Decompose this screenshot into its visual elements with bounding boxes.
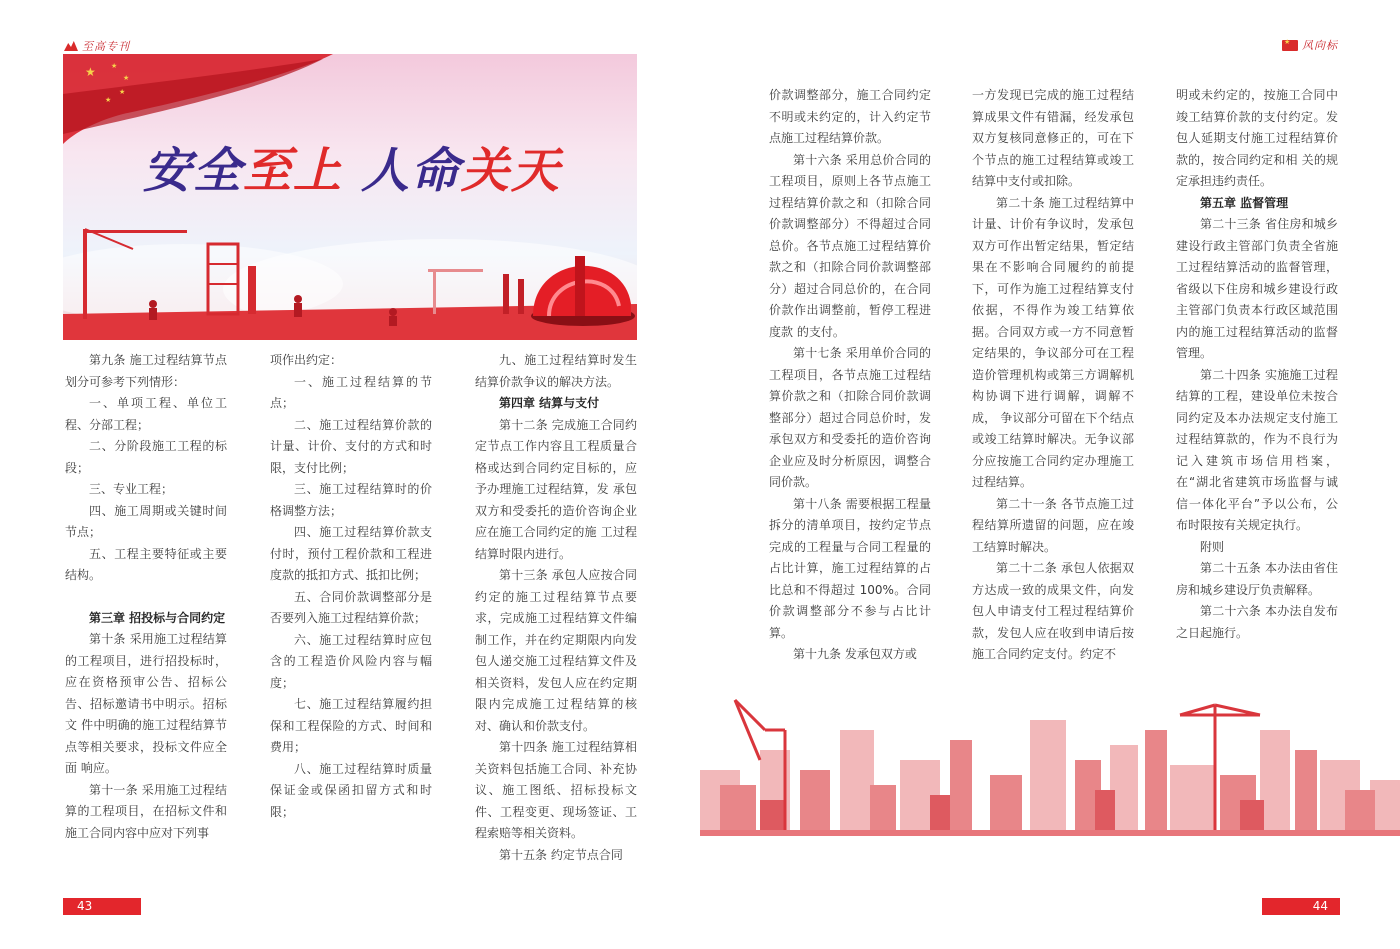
paragraph: 五、合同价款调整部分是否要列入施工过程结算价款；	[270, 589, 432, 625]
paragraph: 五、工程主要特征或主要结构。	[65, 546, 227, 582]
section-heading: 第五章 监督管理	[1200, 195, 1289, 210]
left-page-column-1	[65, 350, 227, 844]
right-page-column-3	[1176, 85, 1338, 644]
paragraph: 第二十二条 承包人依据双方达成一致的成果文件，向发包人申请支付工程过程结算价款，发包人应在收到申请后按施工合同约定支付。约定不	[972, 561, 1134, 661]
banner-slogan-part1: 安全	[143, 143, 244, 199]
paragraph: 第二十条 施工过程结算中计量、计价有争议时，发承包双方可作出暂定结果，暂定结果在不影响合同履约的前提下，可作为施工过程结算支付依据，不得作为竣工结算依据。合同双方或一方不同意暂定结果的，争议部分可在工程 造价管理机构或第三方调解机构协调下进行调解，调解不成， 争议部分可留在下个结点或竣工结算时解决。无争议部分应按施工合同约定办理施工过程结算。	[972, 195, 1134, 489]
paragraph: 一方发现已完成的施工过程结算成果文件有错漏，经发承包双方复核同意修正的，可在下个节点的施工过程结算或竣工结算中支付或扣除。	[972, 88, 1134, 188]
paragraph: 九、施工过程结算时发生结算价款争议的解决方法。	[475, 353, 637, 389]
masthead-left	[64, 38, 130, 54]
page-number-left: 43	[63, 898, 141, 915]
paragraph: 八、施工过程结算时质量保证金或保函扣留方式和时限；	[270, 761, 432, 819]
paragraph: 第十三条 承包人应按合同约定的施工过程结算节点要求，完成施工过程结算文件编制工作，并在约定期限内向发包人递交施工过程结算文件及相关资料，发包人应在约定期限内完成施工过程结算的核对、确认和价款支付。	[475, 568, 637, 733]
paragraph: 三、专业工程；	[89, 482, 174, 496]
paragraph: 七、施工过程结算履约担保和工程保险的方式、时间和 费用；	[270, 697, 432, 754]
paragraph: 项作出约定：	[270, 353, 343, 367]
paragraph: 第十二条 完成施工合同约定节点工作内容且工程质量合格或达到合同约定目标的，应予办理施工过程结算，发 承包双方和受委托的造价咨询企业应在施工合同约定的施 工过程结算时限内进行。	[475, 417, 637, 561]
paragraph: 二、施工过程结算价款的计量、计价、支付的方式和时 限，支付比例；	[270, 417, 432, 475]
svg-text:★: ★	[105, 96, 112, 104]
svg-text:★: ★	[85, 65, 96, 79]
paragraph: 一、单项工程、单位工程、分部工程；	[65, 396, 227, 432]
safety-banner	[63, 54, 637, 340]
paragraph: 第二十四条 实施施工过程结算的工程，建设单位未按合同约定及本办法规定支付施工过程结算款的，作为不良行为记入建筑市场信用档案，在“湖北省建筑市场监督与诚信一体化平台”予以公布，公布时限按有关规定执行。	[1176, 367, 1338, 532]
paragraph: 四、施工周期或关键时间节点；	[65, 503, 227, 539]
paragraph: 第十八条 需要根据工程量拆分的清单项目，按约定节点完成的工程量与合同工程量的占比计算，施工过程结算的占比总和不得超过 100%。合同价款调整部分不参与占比计算。	[769, 496, 931, 640]
left-page-column-2	[270, 350, 432, 823]
paragraph: 第二十三条 省住房和城乡建设行政主管部门负责全省施工过程结算活动的监督管理，省级以下住房和城乡建设行政主管部门负责本行政区域范围内的施工过程结算活动的监督管理。	[1176, 217, 1338, 360]
right-page-column-1	[769, 85, 931, 666]
paragraph: 第二十一条 各节点施工过程结算所遗留的问题，应在竣工结算时解决。	[972, 496, 1134, 554]
paragraph: 第十四条 施工过程结算相关资料包括施工合同、补充协议、施工图纸、招标投标文件、工程变更、现场签证、工程索赔等相关资料。	[475, 740, 637, 840]
svg-text:★: ★	[123, 74, 130, 82]
paragraph: 第二十五条 本办法由省住房和城乡建设厅负责解释。	[1176, 561, 1338, 597]
banner-slogan-part2: 至上	[243, 143, 344, 199]
paragraph: 第十五条 约定节点合同	[499, 847, 623, 862]
paragraph: 第十九条 发承包双方或	[793, 647, 917, 661]
city-skyline-illustration	[700, 690, 1400, 836]
paragraph: 第十条 采用施工过程结算的工程项目，进行招投标时，应在资格预审公告、招标公告、招标邀请书中明示。招标文 件中明确的施工过程结算节点等相关要求，投标文件应全面 响应。	[65, 632, 227, 775]
red-flag-icon	[1282, 40, 1298, 51]
svg-text:★: ★	[119, 88, 126, 96]
paragraph: 二、分阶段施工工程的标段；	[65, 439, 227, 475]
banner-slogan	[143, 132, 561, 201]
banner-slogan-part3: 人命	[361, 143, 462, 199]
paragraph: 三、施工过程结算时的价格调整方法；	[270, 482, 432, 518]
right-page-column-2	[972, 85, 1134, 666]
left-page-column-3	[475, 350, 637, 866]
magazine-logo-icon	[64, 41, 78, 51]
paragraph: 附则	[1200, 539, 1225, 554]
banner-slogan-part4: 关天	[461, 143, 562, 199]
paragraph-spacer	[65, 587, 227, 608]
paragraph: 明或未约定的，按施工合同中竣工结算价款的支付约定。发包人延期支付施工过程结算价款的，按合同约定和相 关的规定承担违约责任。	[1176, 88, 1338, 188]
paragraph: 第十七条 采用单价合同的工程项目，各节点施工过程结算价款之和（扣除合同价款调整部分）超过合同总价时，发承包双方和受委托的造价咨询企业应及时分析原因，调整合同价款。	[769, 346, 931, 489]
section-heading: 第四章 结算与支付	[499, 396, 600, 410]
section-heading: 第三章 招投标与合同约定	[89, 610, 226, 625]
paragraph: 一、施工过程结算的节点；	[270, 374, 432, 410]
paragraph: 第十一条 采用施工过程结算的工程项目，在招标文件和施工合同内容中应对下列事	[65, 782, 227, 840]
paragraph: 价款调整部分，施工合同约定不明或未约定的，计入约定节点施工过程结算价款。	[769, 88, 931, 145]
masthead-right-title: 风向标	[1302, 39, 1338, 52]
paragraph: 第九条 施工过程结算节点划分可参考下列情形：	[65, 353, 227, 389]
paragraph: 四、施工过程结算价款支付时，预付工程价款和工程进 度款的抵扣方式、抵扣比例；	[270, 525, 432, 582]
paragraph: 第十六条 采用总价合同的工程项目，原则上各节点施工过程结算价款之和（扣除合同价款调整部分）不得超过合同总价。各节点施工过程结算价款之和（扣除合同价款调整部分）超过合同总价的，在合同价款作出调整前，暂停工程进度款 的支付。	[769, 152, 931, 339]
page-number-right: 44	[1262, 898, 1340, 915]
svg-text:★: ★	[111, 62, 118, 70]
masthead-right	[1282, 37, 1338, 53]
masthead-left-title: 至高专刊	[82, 40, 130, 53]
paragraph: 六、施工过程结算时应包含的工程造价风险内容与幅度；	[270, 632, 432, 690]
paragraph: 第二十六条 本办法自发布之日起施行。	[1176, 604, 1338, 640]
